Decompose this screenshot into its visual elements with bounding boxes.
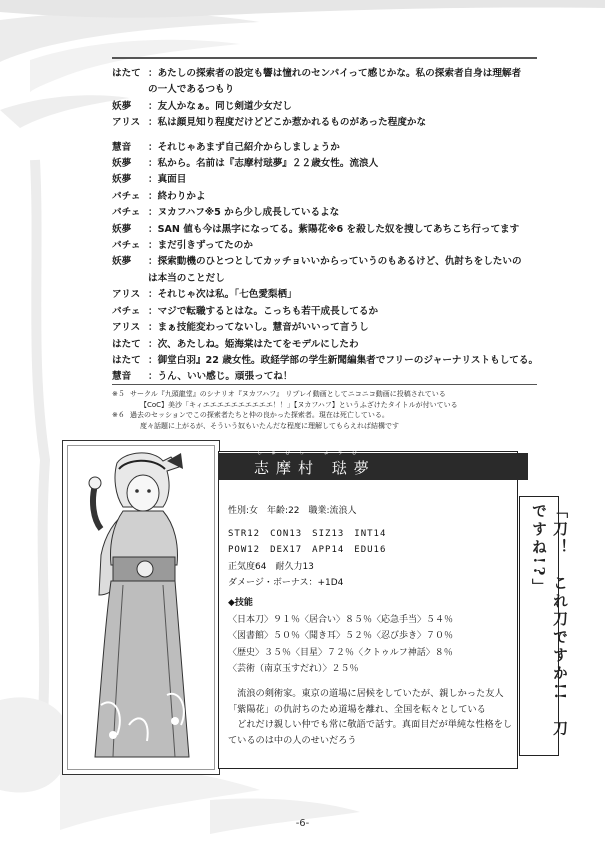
speaker-name: 妖夢 [112,256,132,268]
speaker-name: 妖夢 [112,174,132,186]
dialogue-text: ：次、あたしね。姫海棠はたてをモデルにしたわ [148,338,359,350]
dialogue-text: は本当のことだし [148,272,225,284]
dialogue-text: の一人であるつもり [148,84,235,96]
damage-bonus: ダメージ・ボーナス：+1D4 [228,578,344,589]
speaker-name: 妖夢 [112,223,132,235]
dialogue-line [112,140,542,156]
dialogue-line [112,271,542,287]
dialogue-line [112,115,542,131]
dialogue-line [112,353,542,369]
footnote-text: サークル『九頭龍堂』のシナリオ『ヌカフハフ』 リプレイ動画としてニコニコ動画に投稿されている [130,390,446,398]
speaker-name: パチェ [112,207,141,219]
sanity-hp: 正気度64 耐久力13 [228,561,314,572]
footnote [112,389,552,400]
dialogue-text: ：まだ引きずってたのか [148,240,253,252]
dialogue-text: ：それじゃあまず自己紹介からしましょうか [148,141,340,153]
attributes-row-1: STR12 CON13 SIZ13 INT14 [228,528,387,539]
dialogue-text: ：ヌカフハフ※5 から少し成長しているよな [148,207,340,219]
character-portrait [67,445,217,772]
speaker-name: 慧音 [112,141,132,153]
dialogue-text: ：友人かなぁ。同じ剣道少女だし [148,100,292,112]
quote-box [519,496,569,756]
top-rule [112,57,537,59]
dialogue-line [112,99,542,115]
footnote-mark: ※６ [112,411,125,419]
speaker-name: パチェ [112,240,141,252]
skill-line: 〈芸術（南京玉すだれ）〉２５％ [228,664,359,675]
character-name-ruby: しまむら ようむ [257,450,366,456]
dialogue-text: ：それじゃ次は私。「七色愛梨栖」 [148,289,297,301]
portrait-frame [62,440,220,775]
speaker-name: はたて [112,354,141,366]
dialogue-line [112,320,542,336]
dialogue-text: ：うん、いい感じ。頑張ってね！ [148,371,293,383]
footnote [112,421,552,432]
skills-heading: ◆技能 [228,597,253,608]
dialogue-text: ：終わりかよ [148,190,206,202]
dialogue-line [112,189,542,205]
description-paragraph: 流浪の剣術家。東京の道場に居候をしていたが、親しかった友人「紫陽花」の仇討ちのため道場を離れ、全国を転々としている [228,687,504,715]
dialogue-text: ：まぁ技能変わってないし。慧音がいいって言うし [148,322,369,334]
dialogue-text: ：マジで転職するとはな。こっちも若干成長してるか [148,305,379,317]
footnote-text: 【CoC】美沙「キィエエエエエエエエエエ！！」【ヌカフハフ】というふざけたタイトルが付いている [140,400,458,409]
page-number: -6- [295,818,310,829]
footnotes [112,389,552,431]
dialogue-line [112,287,542,303]
dialogue-line [112,172,542,188]
dialogue-line [112,205,542,221]
dialogue-line [112,337,542,353]
skill-line: 〈日本刀〉９１％〈居合い〉８５％〈応急手当〉５４％ [228,614,454,625]
speaker-name: アリス [112,117,141,129]
speaker-name: パチェ [112,190,141,202]
character-name: 志摩村 琺夢 [254,459,376,477]
description-paragraph: どれだけ親しい仲でも常に敬語で話す。真面目だが単純な性格をしているのは中の人のせいだろう [228,719,513,746]
speaker-name: 慧音 [112,371,132,383]
dialogue-line [112,238,542,254]
skill-line: 〈図書館〉５０％〈聞き耳〉５２％〈忍び歩き〉７０％ [228,631,454,642]
dialogue-line [112,304,542,320]
attributes-row-2: POW12 DEX17 APP14 EDU16 [228,545,387,556]
speaker-name: アリス [112,289,141,301]
character-profile: 性別:女 年齢:22 職業:流浪人 [228,506,357,516]
speaker-name: 妖夢 [112,100,132,112]
footnote [112,410,552,421]
dialogue-text: ：私は顔見知り程度だけどどこか惹かれるものがあった程度かな [148,117,427,129]
dialogue-line [112,66,542,82]
speaker-name: 妖夢 [112,158,132,170]
dialogue-text: ：探索動機のひとつとしてカッチョいいからっていうのもあるけど、仇討ちをしたいの [148,256,522,268]
dialogue-text: ：御堂白羽』22 歳女性。政経学部の学生新聞編集者でフリーのジャーナリストもしてる。 [148,354,539,366]
dialogue-line [112,82,542,98]
character-description [228,686,518,748]
speaker-name: アリス [112,322,141,334]
dialogue-text: ：あたしの探索者の設定も響は憧れのセンパイって感じかな。私の探索者自身は理解者 [148,68,522,79]
skill-line: 〈歴史〉３５％〈目星〉７２％〈クトゥルフ神話〉８％ [228,647,453,658]
footnote-rule [112,384,537,385]
character-name-bar [218,450,528,480]
footnote-text: 過去のセッションでこの探索者たちと仲の良かった探索者。現在は死亡している。 [130,411,389,419]
speaker-name: パチェ [112,305,141,317]
dialogue-block [112,66,542,386]
dialogue-text: ：私から。名前は『志摩村琺夢』２２歳女性。流浪人 [148,158,379,170]
speaker-name: はたて [112,68,141,79]
footnote-text: 度々話題に上がるが、そういう奴もいたんだな程度に理解してもらえれば結構です [140,421,399,430]
dialogue-line [112,222,542,238]
dialogue-line [112,254,542,270]
footnote-mark: ※５ [112,390,125,398]
dialogue-line [112,156,542,172]
character-quote: 「刀！ これ刀ですか!! 刀ですね!?」 [530,503,569,739]
dialogue-text: ：SAN 値も今は黒字になってる。紫陽花※6 を殺した奴を捜してあちこち行ってます [148,223,520,235]
character-stats [228,503,518,748]
speaker-name: はたて [112,338,141,350]
dialogue-text: ：真面目 [148,174,187,186]
footnote [112,400,552,411]
